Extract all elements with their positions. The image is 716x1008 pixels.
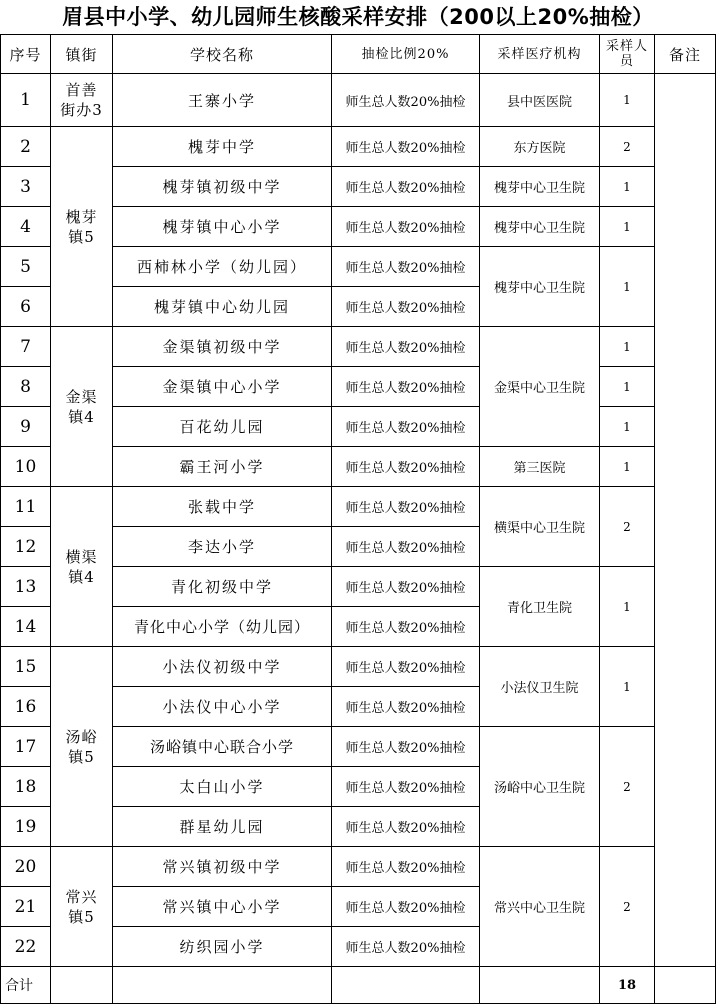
staff-count: 2 [600, 127, 655, 167]
town-cell: 槐芽 镇5 [51, 127, 113, 327]
school-name: 槐芽镇初级中学 [113, 167, 332, 207]
school-name: 槐芽镇中心幼儿园 [113, 287, 332, 327]
ratio-cell: 师生总人数20%抽检 [332, 607, 480, 647]
row-number: 6 [1, 287, 51, 327]
ratio-cell: 师生总人数20%抽检 [332, 247, 480, 287]
staff-count: 2 [600, 487, 655, 567]
town-cell: 汤峪 镇5 [51, 647, 113, 847]
staff-count: 1 [600, 367, 655, 407]
header-ratio: 抽检比例20% [332, 35, 480, 74]
header-no: 序号 [1, 35, 51, 74]
row-number: 4 [1, 207, 51, 247]
institution-cell: 汤峪中心卫生院 [480, 727, 600, 847]
ratio-cell: 师生总人数20%抽检 [332, 367, 480, 407]
row-number: 22 [1, 927, 51, 967]
staff-count: 1 [600, 74, 655, 127]
row-number: 8 [1, 367, 51, 407]
table-row [1, 127, 716, 167]
ratio-cell: 师生总人数20%抽检 [332, 287, 480, 327]
ratio-cell: 师生总人数20%抽检 [332, 687, 480, 727]
row-number: 1 [1, 74, 51, 127]
row-number: 12 [1, 527, 51, 567]
row-number: 10 [1, 447, 51, 487]
school-name: 李达小学 [113, 527, 332, 567]
institution-cell: 东方医院 [480, 127, 600, 167]
total-staff-count: 18 [600, 967, 655, 1004]
table-row [1, 327, 716, 367]
ratio-cell: 师生总人数20%抽检 [332, 74, 480, 127]
institution-cell: 第三医院 [480, 447, 600, 487]
institution-cell: 槐芽中心卫生院 [480, 167, 600, 207]
header-row [1, 35, 716, 74]
header-note: 备注 [655, 35, 716, 74]
staff-count: 1 [600, 207, 655, 247]
institution-cell: 青化卫生院 [480, 567, 600, 647]
staff-count: 1 [600, 647, 655, 727]
ratio-cell: 师生总人数20%抽检 [332, 167, 480, 207]
row-number: 16 [1, 687, 51, 727]
header-staff: 采样人员 [600, 35, 655, 74]
row-number: 15 [1, 647, 51, 687]
ratio-cell: 师生总人数20%抽检 [332, 887, 480, 927]
row-number: 13 [1, 567, 51, 607]
school-name: 群星幼儿园 [113, 807, 332, 847]
school-name: 常兴镇初级中学 [113, 847, 332, 887]
school-name: 纺织园小学 [113, 927, 332, 967]
total-empty-cell [332, 967, 480, 1004]
ratio-cell: 师生总人数20%抽检 [332, 447, 480, 487]
row-number: 21 [1, 887, 51, 927]
school-name: 汤峪镇中心联合小学 [113, 727, 332, 767]
town-cell: 常兴 镇5 [51, 847, 113, 967]
institution-cell: 县中医医院 [480, 74, 600, 127]
header-school: 学校名称 [113, 35, 332, 74]
school-name: 小法仪初级中学 [113, 647, 332, 687]
staff-count: 1 [600, 167, 655, 207]
school-name: 槐芽中学 [113, 127, 332, 167]
ratio-cell: 师生总人数20%抽检 [332, 767, 480, 807]
ratio-cell: 师生总人数20%抽检 [332, 727, 480, 767]
ratio-cell: 师生总人数20%抽检 [332, 127, 480, 167]
row-number: 5 [1, 247, 51, 287]
school-name: 霸王河小学 [113, 447, 332, 487]
school-name: 百花幼儿园 [113, 407, 332, 447]
institution-cell: 槐芽中心卫生院 [480, 247, 600, 327]
row-number: 20 [1, 847, 51, 887]
row-number: 7 [1, 327, 51, 367]
school-name: 金渠镇初级中学 [113, 327, 332, 367]
town-cell: 横渠 镇4 [51, 487, 113, 647]
table-row [1, 847, 716, 887]
school-name: 常兴镇中心小学 [113, 887, 332, 927]
total-empty-cell [480, 967, 600, 1004]
ratio-cell: 师生总人数20%抽检 [332, 487, 480, 527]
ratio-cell: 师生总人数20%抽检 [332, 847, 480, 887]
school-name: 西柿林小学（幼儿园） [113, 247, 332, 287]
school-name: 青化中心小学（幼儿园） [113, 607, 332, 647]
town-cell: 首善 街办3 [51, 74, 113, 127]
ratio-cell: 师生总人数20%抽检 [332, 207, 480, 247]
table-row [1, 647, 716, 687]
total-empty-cell [655, 967, 716, 1004]
ratio-cell: 师生总人数20%抽检 [332, 927, 480, 967]
row-number: 9 [1, 407, 51, 447]
school-name: 张载中学 [113, 487, 332, 527]
table-row [1, 74, 716, 127]
row-number: 18 [1, 767, 51, 807]
row-number: 3 [1, 167, 51, 207]
row-number: 11 [1, 487, 51, 527]
school-name: 槐芽镇中心小学 [113, 207, 332, 247]
school-name: 小法仪中心小学 [113, 687, 332, 727]
header-town: 镇街 [51, 35, 113, 74]
institution-cell: 常兴中心卫生院 [480, 847, 600, 967]
total-empty-cell [51, 967, 113, 1004]
header-institution: 采样医疗机构 [480, 35, 600, 74]
school-name: 金渠镇中心小学 [113, 367, 332, 407]
page-title: 眉县中小学、幼儿园师生核酸采样安排（200以上20%抽检） [62, 5, 654, 29]
row-number: 14 [1, 607, 51, 647]
staff-count: 1 [600, 327, 655, 367]
institution-cell: 槐芽中心卫生院 [480, 207, 600, 247]
ratio-cell: 师生总人数20%抽检 [332, 647, 480, 687]
ratio-cell: 师生总人数20%抽检 [332, 527, 480, 567]
ratio-cell: 师生总人数20%抽检 [332, 807, 480, 847]
town-cell: 金渠 镇4 [51, 327, 113, 487]
total-label: 合计 [1, 967, 51, 1004]
row-number: 19 [1, 807, 51, 847]
school-name: 青化初级中学 [113, 567, 332, 607]
staff-count: 1 [600, 247, 655, 327]
ratio-cell: 师生总人数20%抽检 [332, 327, 480, 367]
school-name: 王寨小学 [113, 74, 332, 127]
row-number: 17 [1, 727, 51, 767]
total-empty-cell [113, 967, 332, 1004]
institution-cell: 横渠中心卫生院 [480, 487, 600, 567]
institution-cell: 小法仪卫生院 [480, 647, 600, 727]
staff-count: 2 [600, 847, 655, 967]
sampling-schedule-table [0, 34, 716, 1004]
staff-count: 2 [600, 727, 655, 847]
row-number: 2 [1, 127, 51, 167]
staff-count: 1 [600, 447, 655, 487]
total-row [1, 967, 716, 1004]
note-cell [655, 74, 716, 967]
institution-cell: 金渠中心卫生院 [480, 327, 600, 447]
staff-count: 1 [600, 407, 655, 447]
ratio-cell: 师生总人数20%抽检 [332, 567, 480, 607]
school-name: 太白山小学 [113, 767, 332, 807]
staff-count: 1 [600, 567, 655, 647]
table-row [1, 487, 716, 527]
ratio-cell: 师生总人数20%抽检 [332, 407, 480, 447]
